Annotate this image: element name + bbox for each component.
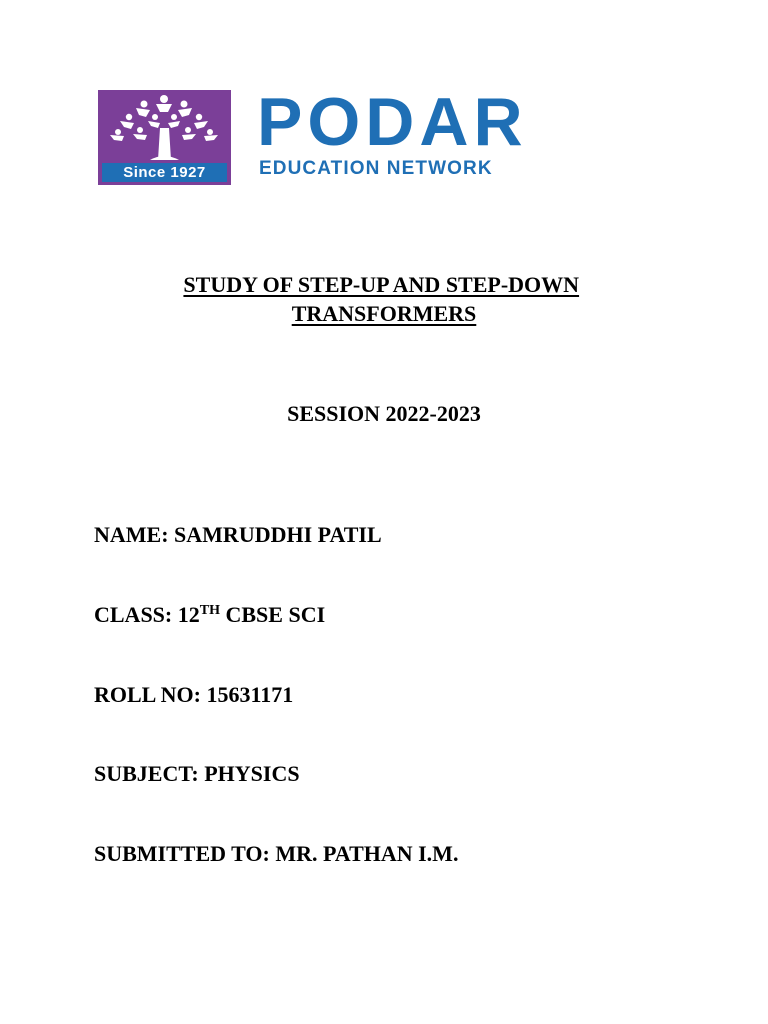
brand-subtitle: EDUCATION NETWORK <box>259 158 493 179</box>
subject-field: SUBJECT: PHYSICS <box>94 761 300 786</box>
brand-name: PODAR <box>257 84 528 160</box>
tree-of-people-icon <box>98 90 231 165</box>
title-line-1: STUDY OF STEP-UP AND STEP-DOWN <box>183 272 580 297</box>
roll-field: ROLL NO: 15631171 <box>94 682 294 707</box>
name-field: NAME: SAMRUDDHI PATIL <box>94 522 382 547</box>
class-prefix: CLASS: 12 <box>94 602 200 627</box>
class-field <box>94 601 325 629</box>
session-label: SESSION 2022-2023 <box>287 401 481 426</box>
class-superscript: TH <box>199 603 220 618</box>
submitted-to-field: SUBMITTED TO: MR. PATHAN I.M. <box>94 841 459 866</box>
logo-emblem <box>98 90 231 185</box>
class-suffix: CBSE SCI <box>219 602 326 627</box>
logo-since-label: Since 1927 <box>102 163 227 182</box>
title-line-2: TRANSFORMERS <box>291 301 477 326</box>
document-title <box>0 270 768 328</box>
